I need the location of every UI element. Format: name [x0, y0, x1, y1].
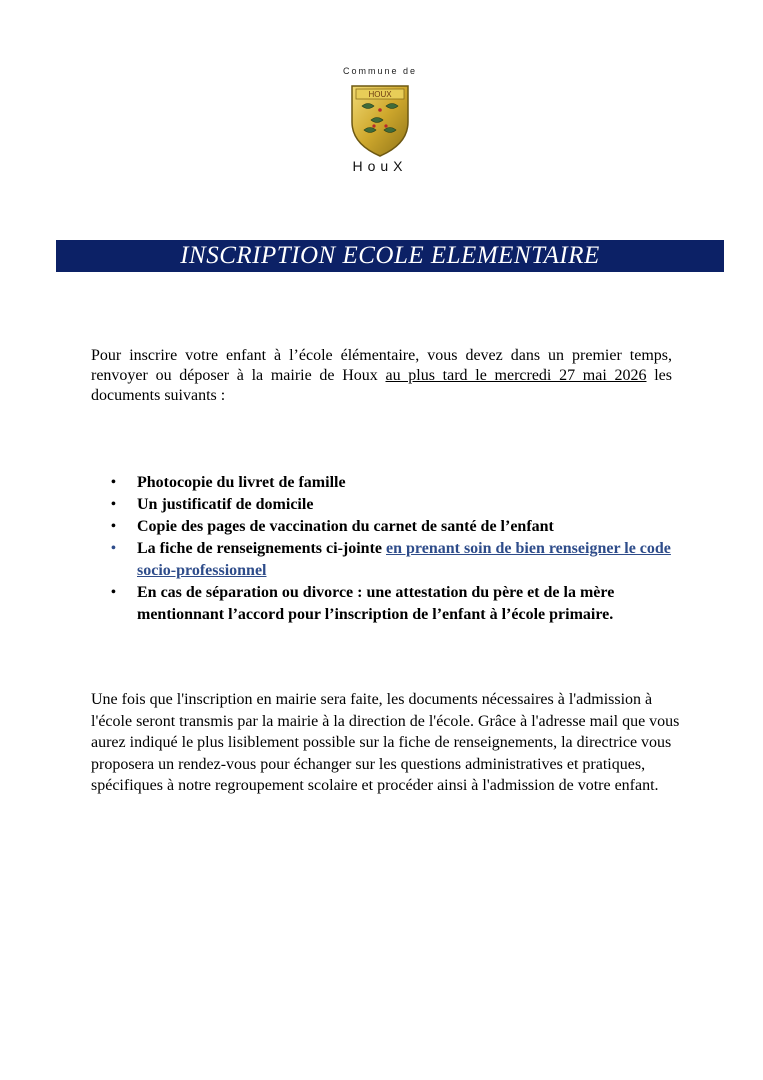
required-documents-list: [109, 472, 679, 626]
socio-professional-code-link[interactable]: en prenant soin de bien renseigner le code socio-professionnel: [137, 540, 671, 579]
page-title: INSCRIPTION ECOLE ELEMENTAIRE: [180, 242, 600, 269]
bullet-icon: •: [111, 519, 116, 534]
commune-logo: [330, 64, 430, 184]
logo-top-text: Commune de: [342, 66, 418, 76]
deadline-text: au plus tard le mercredi 27 mai 2026: [385, 367, 647, 384]
closing-paragraph: Une fois que l'inscription en mairie sera faite, les documents nécessaires à l'admission à l'école seront transmis par la mairie à la direction de l'école. Grâce à l'adresse mail que vous aurez indiqué le plus lisiblement possible sur la fiche de renseignements, la directrice vous proposera un rendez-vous pour échanger sur les questions administratives et pratiques, spécifiques à notre regroupement scolaire et procéder ainsi à l'admission de votre enfant.: [91, 691, 680, 794]
list-item-text: Photocopie du livret de famille: [137, 474, 346, 491]
bullet-icon: •: [111, 541, 116, 556]
list-item: [109, 516, 679, 538]
title-banner: [56, 240, 724, 272]
bullet-icon: •: [111, 585, 116, 600]
list-item-text: En cas de séparation ou divorce : une attestation du père et de la mère mentionnant l’accord pour l’inscription de l’enfant à l’école primaire.: [137, 584, 615, 623]
bullet-icon: •: [111, 475, 116, 490]
intro-text-start: Pour inscrire votre enfant à l’école élémentaire, vous devez dans un premier temps, renvoyer ou déposer à la mairie de Houx: [91, 347, 672, 384]
intro-text-end: les documents suivants :: [91, 367, 672, 404]
list-item: [109, 494, 679, 516]
list-item: [109, 538, 679, 582]
shield-text: HOUX: [368, 90, 392, 99]
intro-paragraph: [91, 346, 672, 406]
shield-emblem: [348, 82, 412, 158]
list-item-text: Un justificatif de domicile: [137, 496, 314, 513]
bullet-icon: •: [111, 497, 116, 512]
list-item-text: La fiche de renseignements ci-jointe: [137, 540, 386, 557]
list-item-text: Copie des pages de vaccination du carnet de santé de l’enfant: [137, 518, 554, 535]
list-item: [109, 472, 679, 494]
logo-bottom-text: HouX: [352, 158, 408, 174]
list-item: [109, 582, 679, 626]
